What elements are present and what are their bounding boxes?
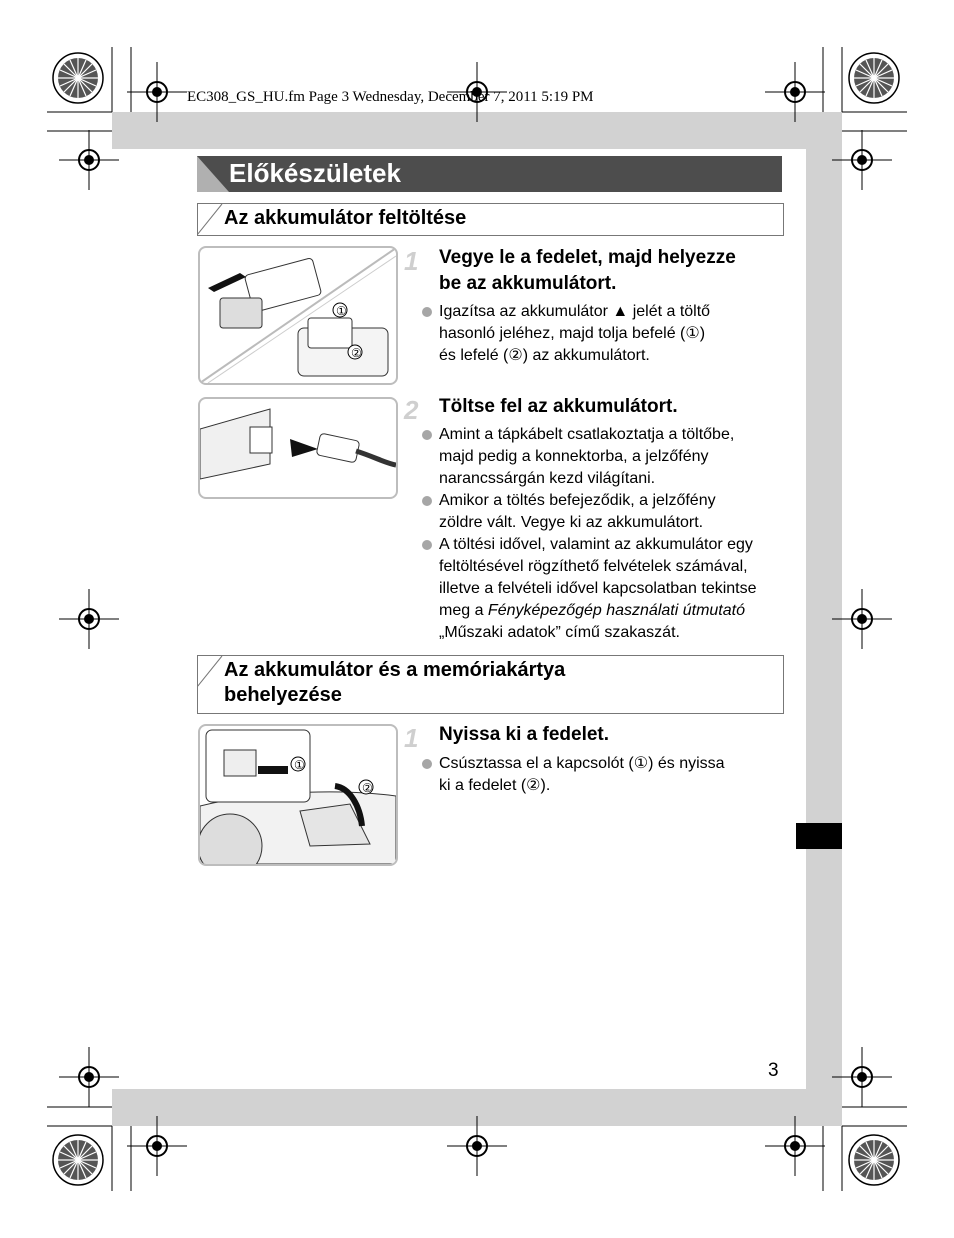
manual-reference: Fényképezőgép használati útmutató: [487, 602, 745, 619]
bullet-item: Amint a tápkábelt csatlakoztatja a töltőbe, majd pedig a konnektorba, a jelzőfény narancssárgán kezd világítani.: [422, 424, 792, 490]
section-corner-icon: [197, 203, 223, 236]
step-number: 1: [404, 246, 419, 276]
section-header-charging: [197, 203, 784, 236]
bullet-item: A töltési idővel, valamint az akkumulátor egy feltöltésével rögzíthető felvételek számával, illetve a felvételi idővel kapcsolatban tekintse meg a Fényképezőgép használati útmutató „Műszaki adatok” című szakaszát.: [422, 534, 792, 644]
section-corner-icon: [197, 655, 223, 688]
step-title: Töltse fel az akkumulátort.: [439, 396, 678, 417]
page-number: 3: [768, 1060, 779, 1081]
step-bullets: [422, 424, 792, 644]
main-title-bar: [197, 156, 782, 192]
chapter-tab-marker: [796, 823, 842, 849]
section-header-battery-card: [197, 655, 784, 714]
step-title: Vegye le a fedelet, majd helyezze be az akkumulátort.: [439, 247, 736, 294]
step-title: Nyissa ki a fedelet.: [439, 724, 610, 745]
bullet-item: Csúsztassa el a kapcsolót (①) és nyissa ki a fedelet (②).: [422, 753, 792, 797]
bullet-item: Amikor a töltés befejeződik, a jelzőfény zöldre vált. Vegye ki az akkumulátort.: [422, 490, 792, 534]
step-bullets: [422, 301, 792, 367]
callout-1: ①: [336, 304, 347, 318]
camera-cover-drawing: [200, 726, 396, 864]
charging-illustration: [198, 397, 398, 499]
section-title: Az akkumulátor és a memóriakártya behelyezése: [224, 659, 566, 706]
callout-2: ②: [362, 781, 373, 795]
page-title: Előkészületek: [229, 158, 401, 188]
step-number: 2: [404, 395, 419, 425]
title-triangle: [197, 156, 229, 192]
step-bullets: [422, 753, 792, 797]
battery-insert-illustration: [198, 246, 398, 385]
step-number: 1: [404, 723, 419, 753]
file-header-line: EC308_GS_HU.fm Page 3 Wednesday, December 7, 2011 5:19 PM: [187, 89, 594, 105]
charger-battery-drawing: [200, 248, 396, 383]
power-cord-drawing: [200, 399, 396, 497]
section-title: Az akkumulátor feltöltése: [224, 207, 467, 229]
bullet-item: Igazítsa az akkumulátor ▲ jelét a töltő hasonló jeléhez, majd tolja befelé (①) és lefelé (②) az akkumulátort.: [422, 301, 792, 367]
callout-1: ①: [294, 758, 305, 772]
open-cover-illustration: [198, 724, 398, 866]
callout-2: ②: [351, 346, 362, 360]
